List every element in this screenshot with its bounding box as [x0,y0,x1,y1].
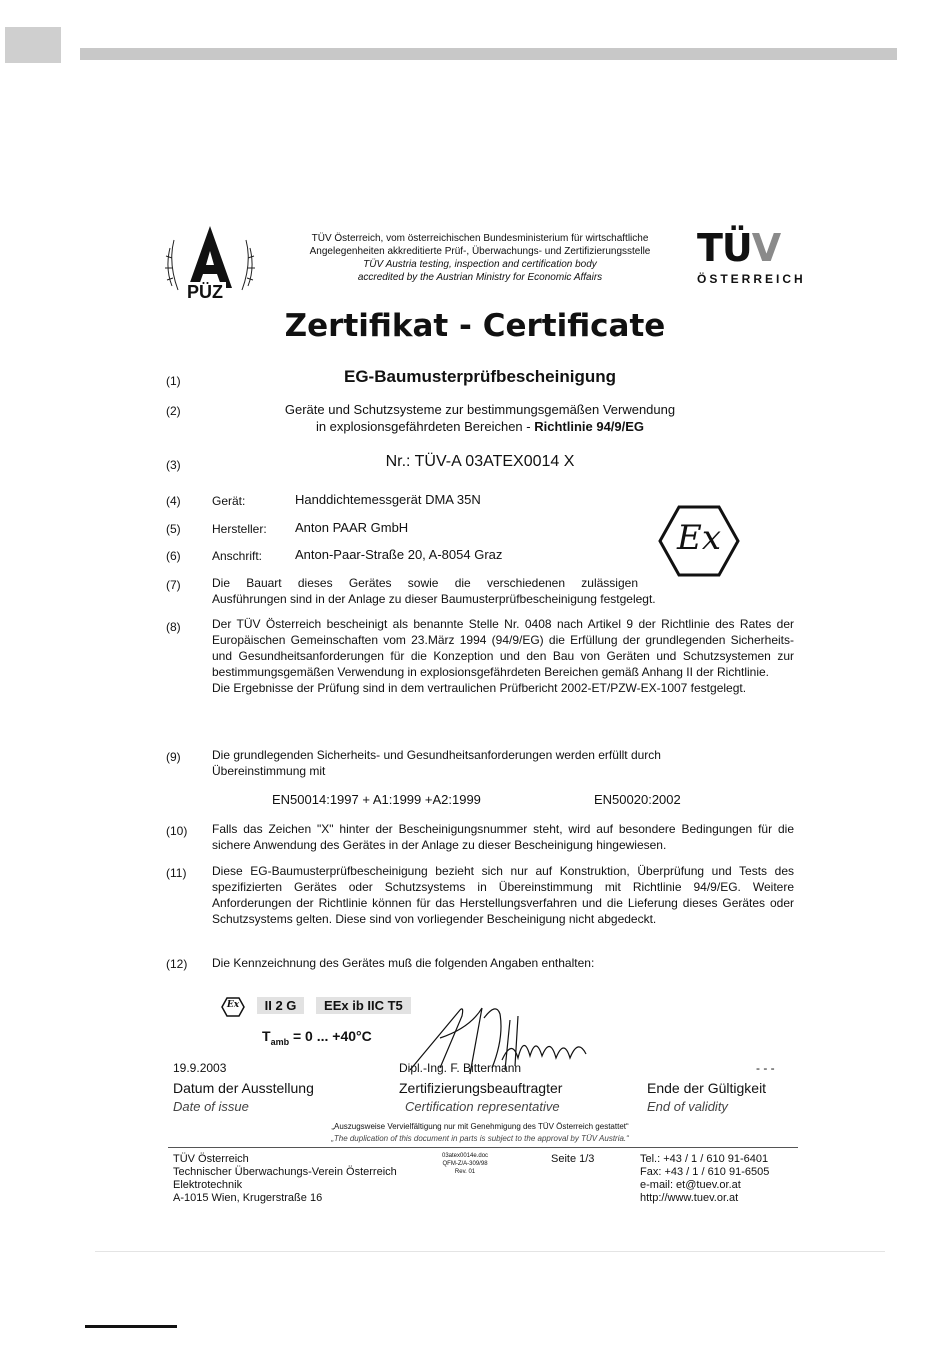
item-number-6: (6) [166,549,181,563]
tuv-wordmark [697,228,827,268]
issuer-line-4: accredited by the Austrian Ministry for Economic Affairs [357,272,603,283]
item-number-10: (10) [166,824,188,838]
item-12-text: Die Kennzeichnung des Gerätes muß die folgenden Angaben enthalten: [212,956,595,970]
page-bottom-rule [95,1251,885,1252]
address-value: Anton-Paar-Straße 20, A-8054 Graz [295,547,503,562]
page-bottom-marker [85,1325,177,1328]
item-9-text: Die grundlegenden Sicherheits- und Gesundheitsanforderungen werden erfüllt durch Übereinstimmung mit [212,748,661,778]
standard-2: EN50020:2002 [594,792,681,807]
ex-symbol-text: Ex [677,518,721,558]
item-number-7: (7) [166,578,181,592]
footer-org-line-1: TÜV Österreich [173,1153,249,1165]
doc-code-1: 03atex0014e.doc [442,1153,489,1159]
item-number-5: (5) [166,522,181,536]
footer-phone: Tel.: +43 / 1 / 610 91-6401 [640,1153,769,1165]
corner-block [5,27,61,63]
tuv-wordmark-v: V [751,226,781,270]
issuer-block [285,232,675,284]
marking-protection: EEx ib IIC T5 [316,997,411,1014]
standard-1: EN50014:1997 + A1:1999 +A2:1999 [272,792,481,807]
footer-fax: Fax: +43 / 1 / 610 91-6505 [640,1166,770,1178]
representative-name: Dipl.-Ing. F. Bittermann [399,1061,522,1075]
item-7-line-1: Die Bauart dieses Gerätes sowie die verschiedenen zulässigen [212,576,638,590]
item-2-line-2a: in explosionsgefährdeten Bereichen - [315,419,535,434]
duplication-notice-en: „The duplication of this document in parts is subject to the approval by TÜV Austria.“ [331,1134,629,1143]
device-value: Handdichtemessgerät DMA 35N [295,492,481,507]
doc-code-2: QFM-Z/A-309/98 [442,1161,488,1167]
footer-org-line-3: Elektrotechnik [173,1179,243,1191]
validity-value: - - - [756,1061,775,1075]
item-2-line-2 [220,418,740,435]
footer-rule [168,1147,798,1148]
item-1-text: EG-Baumusterprüfbescheinigung [343,367,617,386]
footer-doc-codes [442,1152,488,1176]
item-number-4: (4) [166,494,181,508]
item-8-text [212,616,794,696]
representative-label: Zertifizierungsbeauftragter [399,1080,563,1096]
footer-email: e-mail: et@tuev.or.at [640,1179,741,1191]
duplication-notice-de: „Auszugsweise Vervielfältigung nur mit Genehmigung des TÜV Österreich gestattet“ [331,1122,629,1131]
item-number-12: (12) [166,957,188,971]
doc-code-3: Rev. 01 [454,1169,476,1175]
certificate-number: Nr.: TÜV-A 03ATEX0014 X [385,453,575,470]
maker-value: Anton PAAR GmbH [295,520,409,535]
tuv-country: ÖSTERREICH [697,272,806,286]
tuv-logo [697,228,827,286]
item-2-directive: Richtlinie 94/9/EG [534,419,645,434]
footer-org-line-4: A-1015 Wien, Krugerstraße 16 [173,1192,323,1204]
marking-group: II 2 G [257,997,305,1014]
footer-org-line-2: Technischer Überwachungs-Verein Österreich [173,1166,397,1178]
ex-small-text: Ex [226,1000,240,1010]
top-bar [80,48,897,60]
issuer-line-2: Angelegenheiten akkreditierte Prüf-, Überwachungs- und Zertifizierungsstelle [309,246,651,257]
footer-page-number: Seite 1/3 [551,1153,595,1165]
tamb-sub: amb [270,1036,290,1047]
issue-date-label: Datum der Ausstellung [173,1080,314,1096]
seal-text: PÜZ [184,282,226,303]
device-label: Gerät: [212,494,246,508]
footer-website: http://www.tuev.or.at [640,1192,739,1204]
item-2-text [220,401,740,435]
footer-contact [640,1153,769,1205]
representative-label-en: Certification representative [405,1099,560,1114]
item-7-text [212,575,692,607]
item-number-2: (2) [166,404,181,418]
item-7-line-2: Ausführungen sind in der Anlage zu dieser Baumusterprüfbescheinigung festgelegt. [212,592,656,606]
item-number-1: (1) [166,374,181,388]
item-number-9: (9) [166,750,181,764]
ex-mark [658,505,740,582]
tamb-prefix: T [262,1028,271,1044]
ex-small-hexagon [221,997,245,1017]
tuv-wordmark-a: TÜ [697,226,752,270]
validity-label: Ende der Gültigkeit [647,1080,767,1096]
item-11-text: Diese EG-Baumusterprüfbescheinigung bezieht sich nur auf Konstruktion, Überprüfung und Tests des spezifizierten Gerätes oder Schutzsystems in Übereinstimmung mit Richtlinie 94/9/EG. Weitere Anforderungen der Richtlinie können für das Herstellungsverfahren und die Lieferung dieses Gerätes oder Schutzsystems gelten. Diese sind von vorliegender Bescheinigung nicht abgedeckt. [212,864,794,926]
item-2-line-1: Geräte und Schutzsysteme zur bestimmungsgemäßen Verwendung [284,402,676,417]
device-marking [221,997,419,1014]
issuer-line-1: TÜV Österreich, vom österreichischen Bundesministerium für wirtschaftliche [311,233,649,244]
maker-label: Hersteller: [212,522,267,536]
certificate-title: Zertifikat - Certificate [284,308,666,344]
footer-organization [173,1153,397,1205]
issue-date: 19.9.2003 [173,1061,227,1075]
issue-date-label-en: Date of issue [173,1099,249,1114]
issuer-line-3: TÜV Austria testing, inspection and certification body [363,259,597,270]
item-8-para-2: Die Ergebnisse der Prüfung sind in dem vertraulichen Prüfbericht 2002-ET/PZW-EX-1007 festgelegt. [212,681,747,695]
address-label: Anschrift: [212,549,263,563]
tamb-range: = 0 ... +40°C [289,1028,372,1044]
item-number-11: (11) [166,866,187,880]
item-8-para-1: Der TÜV Österreich bescheinigt als benannte Stelle Nr. 0408 nach Artikel 9 der Richtlinie des Rates der Europäischen Gemeinschaften vom 23.März 1994 (94/9/EG) die Erfüllung der grundlegenden Sicherheits- und Gesundheitsanforderungen für die Konzeption und den Bau von Geräten und Schutzsystemen zur bestimmungsgemäßen Verwendung in explosionsgefährdeten Bereichen gemäß Anhang II der Richtlinie. [212,617,794,679]
validity-label-en: End of validity [647,1099,728,1114]
ambient-temperature [262,1028,372,1047]
item-number-8: (8) [166,620,181,634]
item-10-text: Falls das Zeichen "X" hinter der Bescheinigungsnummer steht, wird auf besondere Bedingungen für die sichere Anwendung des Gerätes in der Anlage zu dieser Bescheinigung hingewiesen. [212,822,794,852]
item-number-3: (3) [166,458,181,472]
puz-seal [160,218,260,308]
